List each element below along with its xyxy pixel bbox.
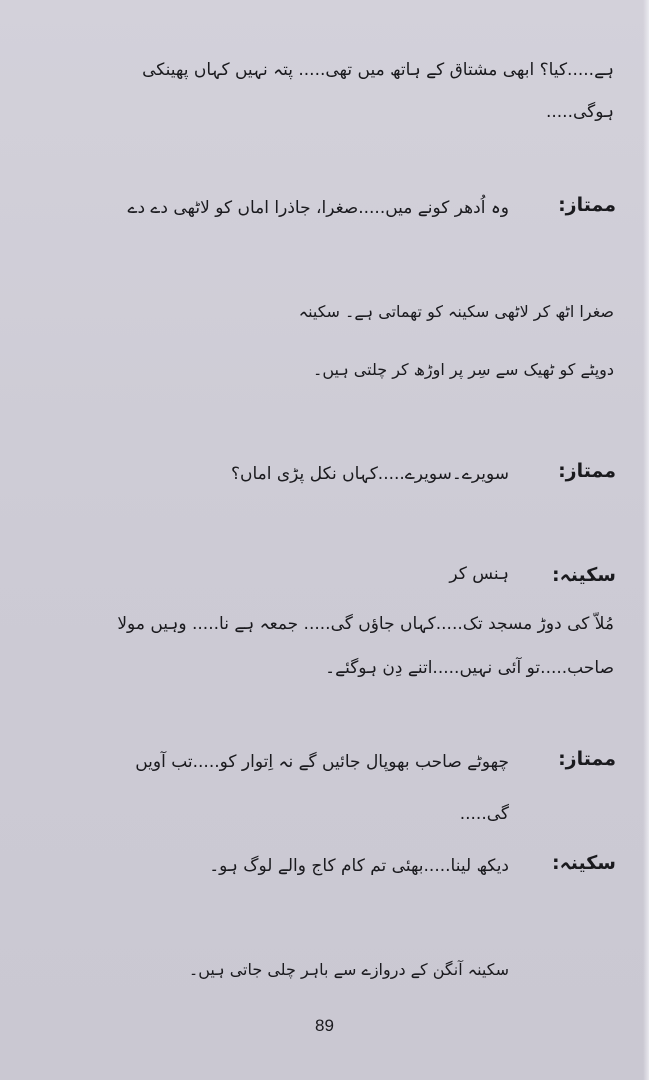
- dialogue-line: صاحب.....تو آئی نہیں.....اتنے دِن ہوگئے۔: [325, 658, 614, 678]
- speaker-name: ممتاز:: [558, 194, 616, 216]
- speaker-name: ممتاز:: [558, 460, 616, 482]
- speaker-name: سکینہ:: [552, 852, 616, 874]
- dialogue-line: دیکھ لینا.....بھئی تم کام کاج والے لوگ ہو۔: [209, 856, 509, 876]
- dialogue-line: مُلاّ کی دوڑ مسجد تک.....کہاں جاؤں گی..... جمعہ ہے نا..... وہیں مولا: [117, 614, 614, 634]
- page-number: 89: [315, 1016, 334, 1035]
- stage-direction: دوپٹے کو ٹھیک سے سِر پر اوڑھ کر چلتی ہیں۔: [312, 360, 614, 379]
- dialogue-line: ہے.....کیا؟ ابھی مشتاق کے ہاتھ میں تھی..... پتہ نہیں کہاں پھینکی: [142, 60, 614, 80]
- dialogue-line: سویرے۔سویرے.....کہاں نکل پڑی اماں؟: [230, 464, 509, 484]
- stage-direction: صغرا اٹھ کر لاٹھی سکینہ کو تھماتی ہے۔ سکینہ: [298, 302, 614, 321]
- dialogue-line: وہ اُدھر کونے میں.....صغرا، جاذرا اماں کو لاٹھی دے دے: [127, 198, 509, 218]
- speaker-name: سکینہ:: [552, 564, 616, 586]
- stage-direction: سکینہ آنگن کے دروازے سے باہر چلی جاتی ہیں۔: [188, 960, 509, 979]
- dialogue-line: چھوٹے صاحب بھوپال جائیں گے نہ اِتوار کو.....تب آویں: [135, 752, 509, 772]
- dialogue-line: گی.....: [459, 804, 509, 824]
- speaker-name: ممتاز:: [558, 748, 616, 770]
- stage-direction: ہنس کر: [449, 564, 509, 584]
- dialogue-line: ہوگی.....: [545, 102, 614, 122]
